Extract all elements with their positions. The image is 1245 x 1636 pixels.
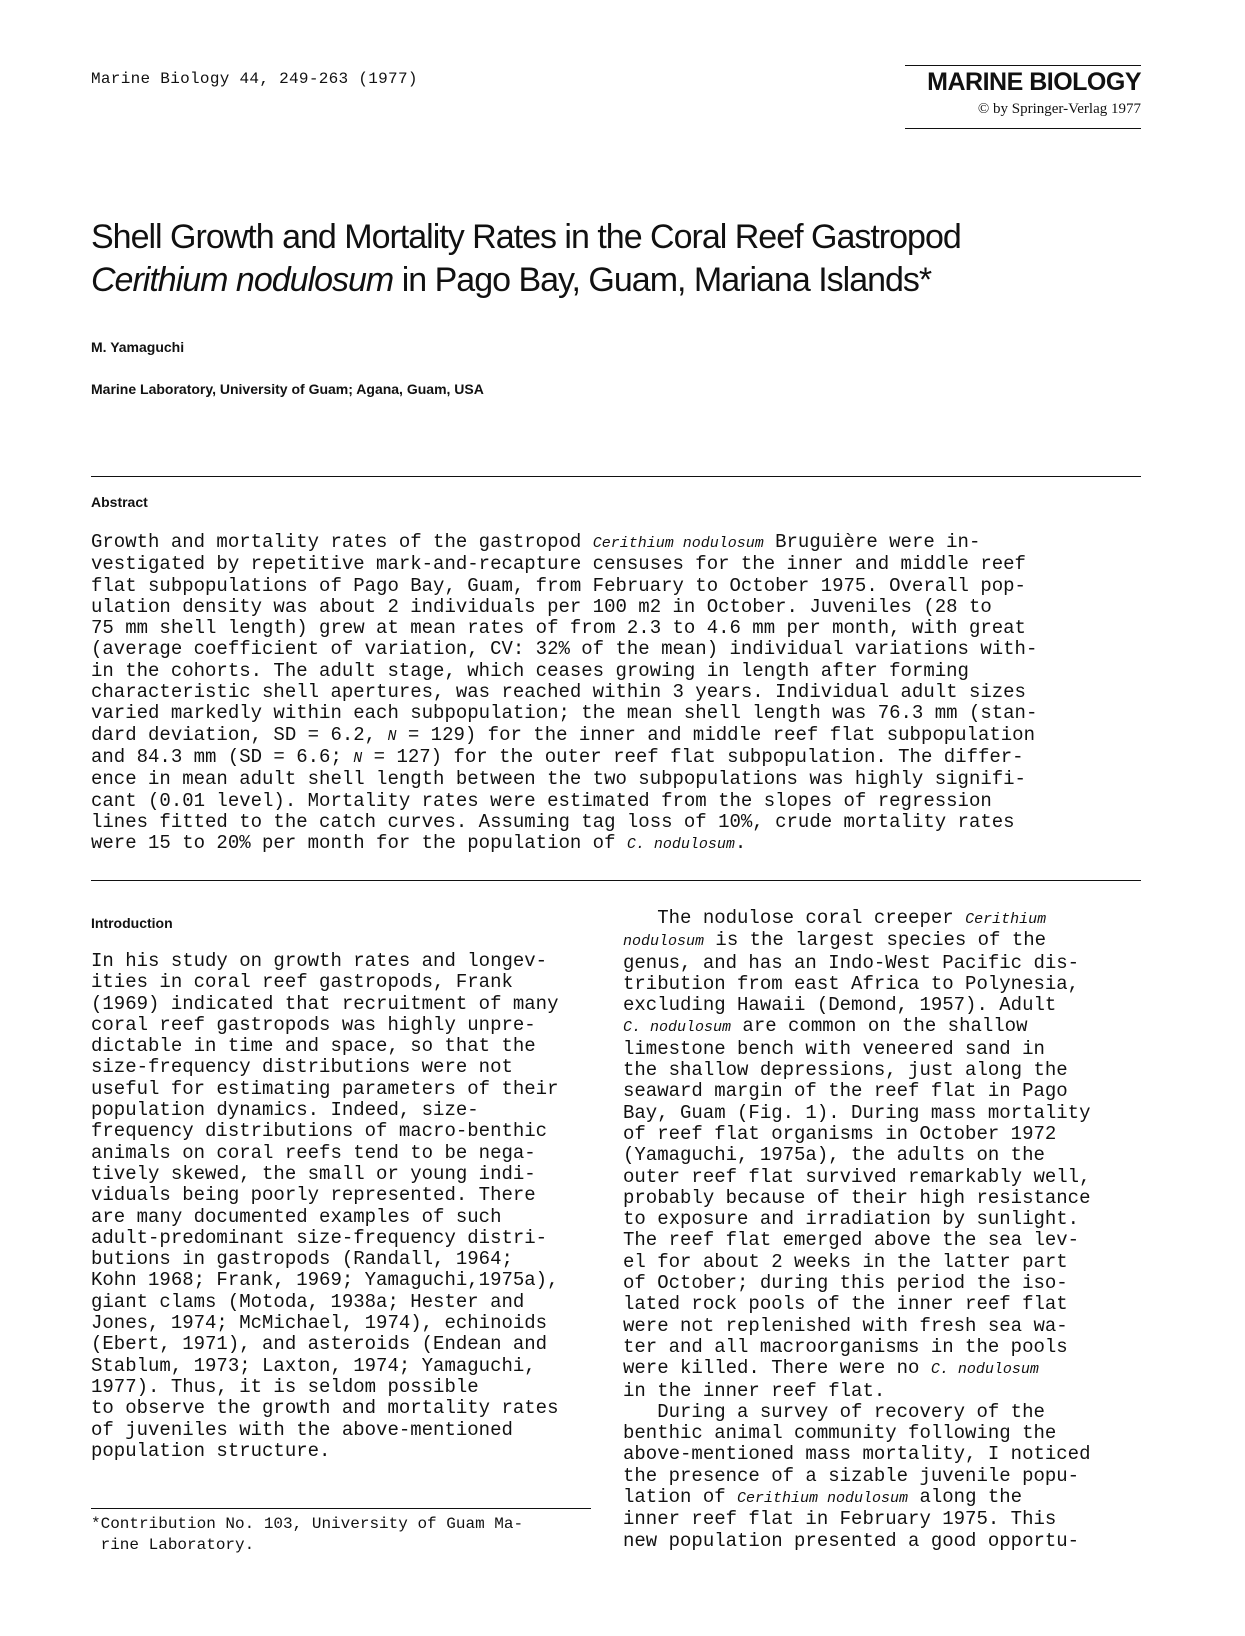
introduction-right-column: The nodulose coral creeper Cerithium nodulosum is the largest species of the genus, and has an Indo-West Pacific dis- tribution from east Africa to Polynesia, excluding Hawaii (Demond, 1957). Adult C. nodulosum are common on the shallow limestone bench with veneered sand in the shallow depressions, just along the seaward margin of the reef flat in Pago Bay, Guam (Fig. 1). During mass mortality of reef flat organisms in October 1972 (Yamaguchi, 1975a), the adults on the outer reef flat survived remarkably well, probably because of their high resistance to exposure and irradiation by sunlight. The reef flat emerged above the sea lev- el for about 2 weeks in the latter part of October; during this period the iso- lated rock pools of the inner reef flat were not replenished with fresh sea wa- ter and all macroorganisms in the pools were killed. There were no C. nodulosum in the inner reef flat. During a survey of recovery of the benthic animal community following the above-mentioned mass mortality, I noticed the presence of a sizable juvenile popu- lation of Cerithium nodulosum along the inner reef flat in February 1975. This new population presented a good opportu- — [623, 907, 1091, 1552]
affiliation: Marine Laboratory, University of Guam; Agana, Guam, USA — [91, 381, 484, 397]
copyright-notice: © by Springer-Verlag 1977 — [977, 101, 1141, 117]
paper-title — [91, 216, 1091, 302]
footnote: *Contribution No. 103, University of Guam Ma- rine Laboratory. — [91, 1515, 524, 1554]
abstract-text: Growth and mortality rates of the gastropod Cerithium nodulosum Bruguière were in- vestigated by repetitive mark-and-recapture censuses for the inner and middle reef flat subpopulations of Pago Bay, Guam, from February to October 1975. Overall pop- ulation density was about 2 individuals per 100 m2 in October. Juveniles (28 to 75 mm shell length) grew at mean rates of from 2.3 to 4.6 mm per month, with great (average coefficient of variation, CV: 32% of the mean) individual variations with- in the cohorts. The adult stage, which ceases growing in length after forming characteristic shell apertures, was reached within 3 years. Individual adult sizes varied markedly within each subpopulation; the mean shell length was 76.3 mm (stan- dard deviation, SD = 6.2, N = 129) for the inner and middle reef flat subpopulation and 84.3 mm (SD = 6.6; N = 127) for the outer reef flat subpopulation. The differ- ence in mean adult shell length between the two subpopulations was highly signifi- cant (0.01 level). Mortality rates were estimated from the slopes of regression lines fitted to the catch curves. Assuming tag loss of 10%, crude mortality rates were 15 to 20% per month for the population of C. nodulosum. — [91, 531, 1038, 855]
journal-rule-top — [905, 65, 1141, 66]
abstract-heading: Abstract — [91, 494, 148, 510]
footnote-rule — [91, 1508, 591, 1509]
title-line-2: in Pago Bay, Guam, Mariana Islands* — [393, 261, 932, 299]
introduction-left-column: In his study on growth rates and longev- ities in coral reef gastropods, Frank (1969) indicated that recruitment of many coral reef gastropods was highly unpre- dictable in time and space, so that the size-frequency distributions were not useful for estimating parameters of their population dynamics. Indeed, size- frequency distributions of macro-benthic animals on coral reefs tend to be nega- tively skewed, the small or young indi- viduals being poorly represented. There are many documented examples of such adult-predominant size-frequency distri- butions in gastropods (Randall, 1964; Kohn 1968; Frank, 1969; Yamaguchi,1975a), giant clams (Motoda, 1938a; Hester and Jones, 1974; McMichael, 1974), echinoids (Ebert, 1971), and asteroids (Endean and Stablum, 1973; Laxton, 1974; Yamaguchi, 1977). Thus, it is seldom possible to observe the growth and mortality rates of juveniles with the above-mentioned population structure. — [91, 950, 559, 1462]
abstract-rule-top — [91, 476, 1141, 477]
title-species: Cerithium nodulosum — [91, 261, 394, 299]
author: M. Yamaguchi — [91, 339, 185, 355]
abstract-rule-bottom — [91, 880, 1141, 881]
journal-citation: Marine Biology 44, 249-263 (1977) — [91, 70, 418, 88]
introduction-heading: Introduction — [91, 915, 173, 931]
journal-name: MARINE BIOLOGY — [927, 68, 1141, 96]
journal-rule-bottom — [905, 128, 1141, 129]
title-line-1: Shell Growth and Mortality Rates in the Coral Reef Gastropod — [91, 218, 961, 256]
